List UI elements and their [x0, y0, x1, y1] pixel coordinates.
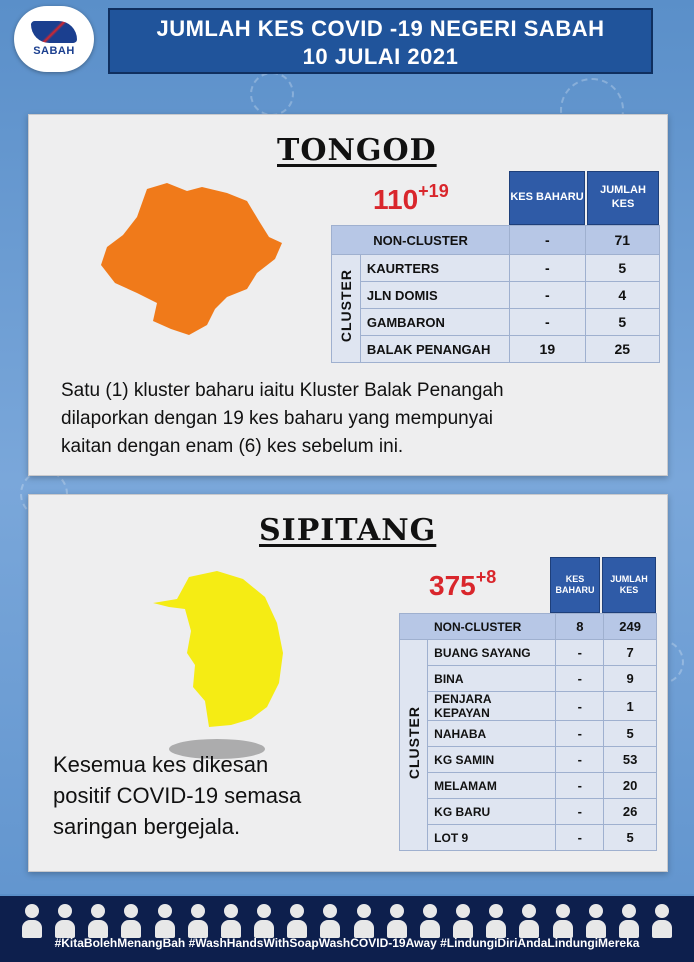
person-icon [652, 904, 672, 938]
row-label: MELAMAM [428, 773, 556, 799]
table-row [332, 226, 660, 255]
row-label: NON-CLUSTER [400, 614, 556, 640]
row-label: BINA [428, 666, 556, 692]
row-new: - [556, 640, 604, 666]
tongod-panel [28, 114, 668, 476]
person-icon [619, 904, 639, 938]
row-total: 4 [585, 282, 659, 309]
row-label: NON-CLUSTER [332, 226, 510, 255]
district-title: SIPITANG [259, 513, 437, 548]
person-icon [453, 904, 473, 938]
row-label: BALAK PENANGAH [360, 336, 509, 363]
row-label: KAURTERS [360, 255, 509, 282]
tongod-map [97, 177, 287, 337]
table-row [332, 255, 660, 282]
sabah-logo [14, 6, 94, 72]
row-total: 9 [604, 666, 657, 692]
row-total: 25 [585, 336, 659, 363]
row-new: - [510, 282, 585, 309]
frontliner-icons [22, 898, 672, 938]
new-cases: +19 [418, 181, 449, 201]
row-total: 5 [585, 309, 659, 336]
page-title: JUMLAH KES COVID -19 NEGERI SABAH [156, 16, 605, 41]
row-new: - [510, 309, 585, 336]
row-new: - [556, 773, 604, 799]
person-icon [121, 904, 141, 938]
title-banner [108, 8, 653, 74]
row-new: - [556, 799, 604, 825]
new-cases: +8 [475, 567, 497, 587]
row-label: LOT 9 [428, 825, 556, 851]
table-row [332, 336, 660, 363]
row-label: PENJARA KEPAYAN [428, 692, 556, 721]
person-icon [586, 904, 606, 938]
row-total: 53 [604, 747, 657, 773]
person-icon [486, 904, 506, 938]
row-total: 71 [585, 226, 659, 255]
table-row [400, 747, 657, 773]
row-label: NAHABA [428, 721, 556, 747]
tongod-note [61, 377, 504, 461]
row-total: 249 [604, 614, 657, 640]
row-new: - [556, 825, 604, 851]
person-icon [155, 904, 175, 938]
table-row [400, 773, 657, 799]
row-total: 7 [604, 640, 657, 666]
sipitang-map [147, 567, 297, 767]
district-title: TONGOD [277, 133, 437, 168]
note-line: positif COVID-19 semasa [53, 783, 302, 808]
person-icon [88, 904, 108, 938]
note-line: kaitan dengan enam (6) kes sebelum ini. [61, 436, 404, 457]
person-icon [287, 904, 307, 938]
col-header-total: JUMLAH KES [602, 557, 656, 613]
row-new: 8 [556, 614, 604, 640]
logo-emblem [31, 21, 77, 43]
sipitang-table [399, 613, 657, 851]
row-label: KG SAMIN [428, 747, 556, 773]
tongod-total [373, 181, 449, 216]
table-row [400, 825, 657, 851]
person-icon [254, 904, 274, 938]
person-icon [221, 904, 241, 938]
row-new: - [510, 226, 585, 255]
person-icon [354, 904, 374, 938]
person-icon [553, 904, 573, 938]
person-icon [188, 904, 208, 938]
virus-decoration [250, 72, 294, 116]
col-header-new: KES BAHARU [550, 557, 600, 613]
table-row [400, 614, 657, 640]
total-value: 375 [429, 570, 476, 601]
row-label: KG BARU [428, 799, 556, 825]
tongod-table [331, 225, 660, 363]
col-header-new: KES BAHARU [509, 171, 585, 225]
table-row [332, 309, 660, 336]
note-line: Kesemua kes dikesan [53, 752, 269, 777]
person-icon [55, 904, 75, 938]
row-total: 5 [604, 825, 657, 851]
logo-text: SABAH [33, 45, 75, 57]
note-line: Satu (1) kluster baharu iaitu Kluster Balak Penangah [61, 380, 504, 401]
sipitang-note [53, 749, 301, 842]
row-new: - [556, 747, 604, 773]
person-icon [420, 904, 440, 938]
total-value: 110 [373, 184, 419, 215]
row-new: - [556, 692, 604, 721]
row-total: 5 [604, 721, 657, 747]
table-row [400, 721, 657, 747]
row-label: JLN DOMIS [360, 282, 509, 309]
person-icon [22, 904, 42, 938]
note-line: saringan bergejala. [53, 814, 241, 839]
row-total: 26 [604, 799, 657, 825]
table-row [400, 692, 657, 721]
row-total: 1 [604, 692, 657, 721]
row-new: - [556, 666, 604, 692]
cluster-side-label: CLUSTER [400, 640, 428, 851]
page-date: 10 JULAI 2021 [302, 44, 459, 69]
row-total: 20 [604, 773, 657, 799]
row-new: - [556, 721, 604, 747]
sipitang-total [429, 567, 496, 602]
row-label: GAMBARON [360, 309, 509, 336]
row-total: 5 [585, 255, 659, 282]
row-new: 19 [510, 336, 585, 363]
table-row [400, 799, 657, 825]
table-row [332, 282, 660, 309]
table-row [400, 640, 657, 666]
row-new: - [510, 255, 585, 282]
table-row [400, 666, 657, 692]
sipitang-panel [28, 494, 668, 872]
footer-hashtags: #KitaBolehMenangBah #WashHandsWithSoapWashCOVID-19Away #LindungiDiriAndaLindungiMereka [54, 936, 640, 950]
col-header-total: JUMLAH KES [587, 171, 659, 225]
person-icon [320, 904, 340, 938]
person-icon [519, 904, 539, 938]
row-label: BUANG SAYANG [428, 640, 556, 666]
note-line: dilaporkan dengan 19 kes baharu yang mempunyai [61, 408, 494, 429]
cluster-side-label: CLUSTER [332, 255, 361, 363]
person-icon [387, 904, 407, 938]
